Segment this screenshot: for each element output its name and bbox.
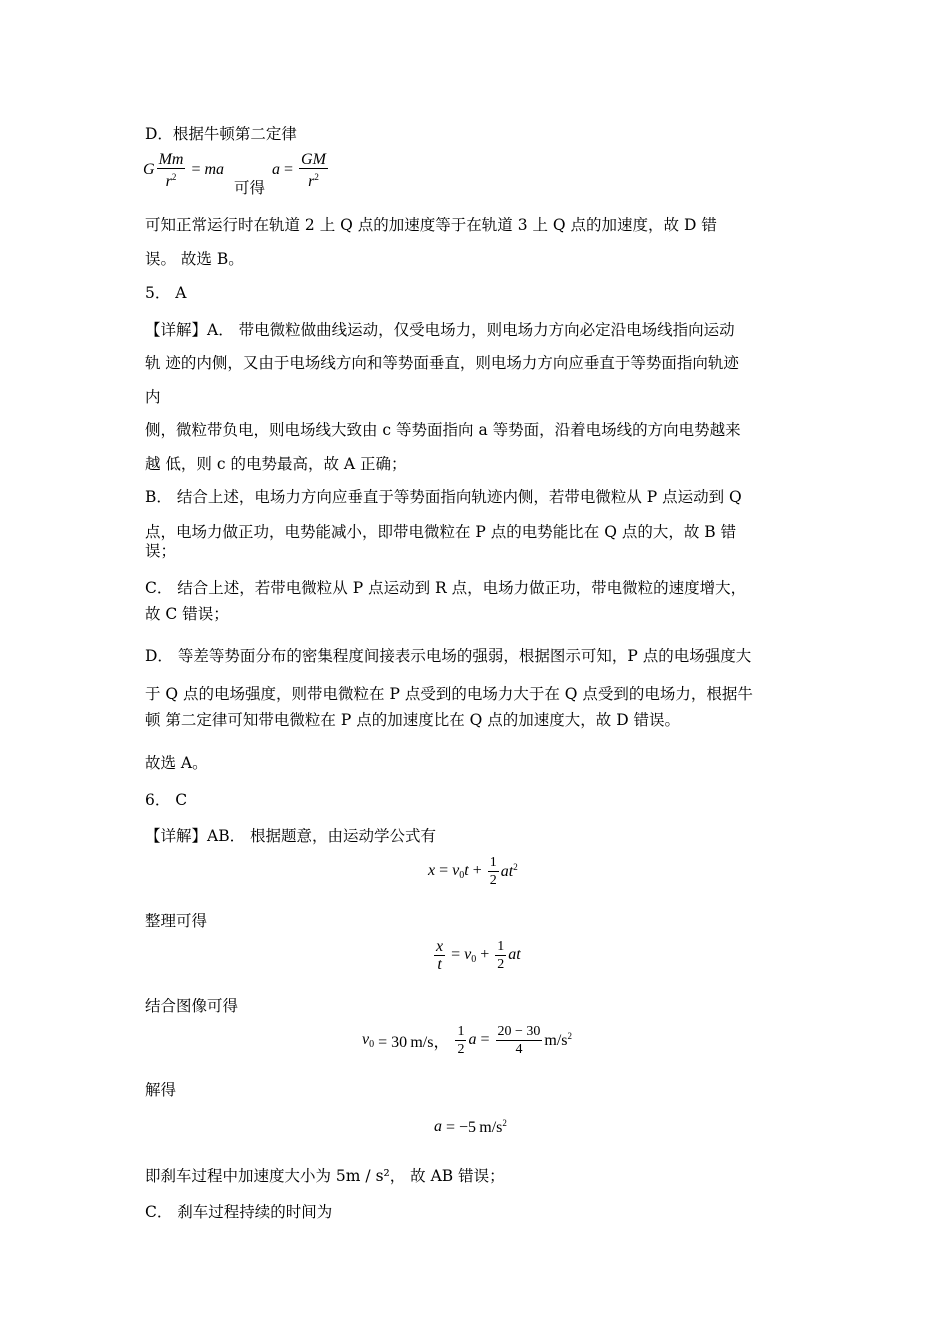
line-23: 结合图像可得	[145, 997, 239, 1015]
line-17: 于 Q 点的电场强度，则带电微粒在 P 点受到的电场力大于在 Q 点受到的电场力，根据牛	[145, 685, 753, 703]
line-8: 内	[145, 388, 161, 406]
line-7: 轨 迹的内侧，又由于电场线方向和等势面垂直，则电场力方向应垂直于等势面指向轨迹	[145, 354, 739, 372]
line-18: 顿 第二定律可知带电微粒在 P 点的加速度比在 Q 点的加速度大，故 D 错误。	[145, 711, 681, 729]
formula-v0-a: $v_0$ = 30 m/s， $\frac{1}{2}$ a = $\frac{20 - 30}{4}$ $m/s^2$	[362, 1023, 573, 1057]
line-21: 【详解】AB． 根据题意，由运动学公式有	[145, 827, 437, 845]
line-3: 可知正常运行时在轨道 2 上 Q 点的加速度等于在轨道 3 上 Q 点的加速度，故 D 错	[145, 216, 717, 234]
line-15: 故 C 错误；	[145, 605, 229, 623]
line-11: B． 结合上述，电场力方向应垂直于等势面指向轨迹内侧，若带电微粒从 P 点运动到 Q	[145, 488, 742, 506]
line-6: 【详解】A． 带电微粒做曲线运动，仅受电场力，则电场力方向必定沿电场线指向运动	[145, 321, 735, 339]
line-13: 误；	[145, 542, 177, 560]
line-12: 点，电场力做正功，电势能减小，即带电微粒在 P 点的电势能比在 Q 点的大，故 B 错	[145, 523, 737, 541]
line-24: 解得	[145, 1081, 177, 1099]
line-14: C． 结合上述，若带电微粒从 P 点运动到 R 点，电场力做正功，带电微粒的速度增大，	[145, 579, 747, 597]
formula-a-result: a = −5 $m/s^2$	[434, 1117, 507, 1136]
formula-kinematics: x = $v_0t$ + $\frac{1}{2}$ $at^2$	[428, 854, 518, 888]
formula-acceleration: a = $\frac{GM}{r^2}$	[272, 150, 326, 190]
line-25: 即刹车过程中加速度大小为 5m / s²， 故 AB 错误；	[145, 1167, 505, 1185]
line-16: D． 等差等势面分布的密集程度间接表示电场的强弱，根据图示可知，P 点的电场强度大	[145, 647, 752, 665]
text-kede: 可得	[234, 179, 266, 197]
line-10: 越 低，则 c 的电势最高，故 A 正确；	[145, 455, 407, 473]
line-9: 侧，微粒带负电，则电场线大致由 c 等势面指向 a 等势面，沿着电场线的方向电势越来	[145, 421, 741, 439]
answer-5: 5． A	[145, 284, 187, 302]
line-4: 误。 故选 B。	[145, 250, 244, 268]
line-22: 整理可得	[145, 912, 208, 930]
formula-x-over-t: $\frac{x}{t}$ = $v_0$ + $\frac{1}{2}$ at	[436, 937, 521, 973]
line-26: C． 刹车过程持续的时间为	[145, 1203, 333, 1221]
formula-newton-law: G $\frac{Mm}{r^2}$ = ma	[143, 150, 225, 190]
line-19: 故选 A。	[145, 754, 208, 772]
line-1: D．根据牛顿第二定律	[145, 125, 297, 143]
answer-6: 6． C	[145, 791, 188, 809]
